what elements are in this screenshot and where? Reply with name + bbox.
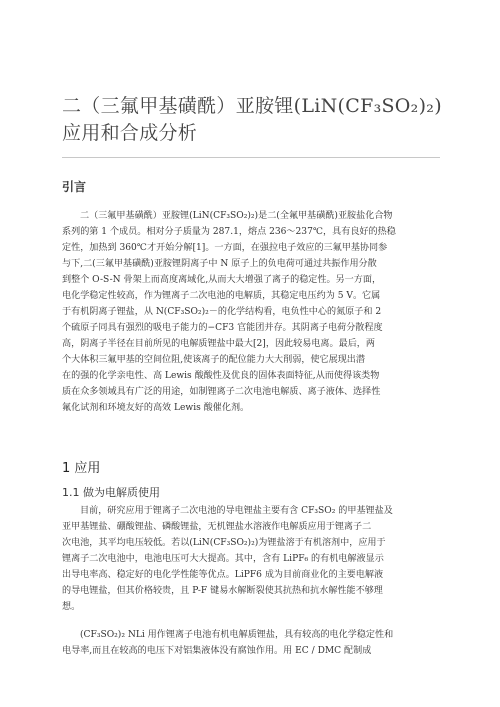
paragraph-line: 系列的第 1 个成员。相对分子质量为 287.1，熔点 236～237℃，具有良好的热稳 xyxy=(62,227,396,237)
paragraph-line: 亚甲基锂盐、硼酸锂盐、磷酸锂盐，无机锂盐水溶液作电解质应用于锂离子二 xyxy=(62,522,372,532)
title-line-2: 应用和合成分析 xyxy=(62,122,198,144)
document-title xyxy=(62,93,452,147)
paragraph-line: 的导电锂盐，但其价格较贵，且 P-F 键易水解断裂使其抗热和抗水解性能不够理 xyxy=(62,586,383,596)
intro-heading: 引言 xyxy=(62,180,87,194)
section-1-heading: 1 应用 xyxy=(62,461,101,476)
paragraph-line: 高，阴离子半径在目前所见的电解质锂盐中最大[2]，因此较易电离。最后，两 xyxy=(62,339,375,349)
paragraph-line: 电化学稳定性较高，作为锂离子二次电池的电解质，其稳定电压约为 5 V。它属 xyxy=(62,291,381,301)
paragraph-line: 到整个 O-S-N 骨架上而高度离域化,从而大大增强了离子的稳定性。另一方面， xyxy=(62,275,382,285)
paragraph-line: 出导电率高、稳定好的电化学性能等优点。LiPF6 成为目前商业化的主要电解液 xyxy=(62,570,384,580)
paragraph-line: 想。 xyxy=(62,602,81,612)
section-1-1-paragraph-1 xyxy=(62,503,440,615)
paragraph-line: (CF₃SO₂)₂ NLi 用作锂离子电池有机电解质锂盐，具有较高的电化学稳定性和 xyxy=(80,630,394,640)
paragraph-line: 锂离子二次电池中，电池电压可大大提高。其中，含有 LiPF₆ 的有机电解液显示 xyxy=(62,554,384,564)
paragraph-line: 个大体积三氟甲基的空间位阻,使该离子的配位能力大大削弱，使它展现出潜 xyxy=(62,355,365,365)
paragraph-line: 目前，研究应用于锂离子二次电池的导电锂盐主要有含 CF₃SO₂ 的甲基锂盐及 xyxy=(80,506,393,516)
paragraph-line: 质在众多领域具有广泛的用途，如制锂离子二次电池电解质、离子液体、选择性 xyxy=(62,387,381,397)
paragraph-line: 氟化试剂和环境友好的高效 Lewis 酸催化剂。 xyxy=(62,403,250,413)
paragraph-line: 电导率,而且在较高的电压下对铝集液体没有腐蚀作用。用 EC / DMC 配制成 xyxy=(62,646,372,656)
paragraph-line: 与下,二(三氟甲基磺酰)亚胺锂阴离子中 N 原子上的负电荷可通过共振作用分散 xyxy=(62,259,377,269)
section-1-1-heading: 1.1 做为电解质使用 xyxy=(62,486,160,499)
title-divider xyxy=(62,157,440,158)
paragraph-line: 二（三氟甲基磺酰）亚胺锂(LiN(CF₃SO₂)₂)是二(全氟甲基磺酰)亚胺盐化合物 xyxy=(80,211,393,221)
section-1-1-paragraph-2 xyxy=(62,627,440,659)
paragraph-line: 次电池，其平均电压较低。若以(LiN(CF₃SO₂)₂)为锂盐溶于有机溶剂中，应用于 xyxy=(62,538,386,548)
paragraph-line: 在的强的化学亲电性、高 Lewis 酸酸性及优良的固体表面特征,从而使得该类物 xyxy=(62,371,380,381)
paragraph-line: 个硫原子同具有强烈的吸电子能力的−CF3 官能团并存。其阴离子电荷分散程度 xyxy=(62,323,383,333)
paragraph-line: 定性，加热到 360℃才开始分解[1]。一方面，在强拉电子效应的三氟甲基协同参 xyxy=(62,243,388,253)
intro-paragraph xyxy=(62,208,440,416)
title-line-1: 二（三氟甲基磺酰）亚胺锂(LiN(CF₃SO₂)₂) xyxy=(62,95,442,117)
paragraph-line: 于有机阴离子锂盐，从 N(CF₃SO₂)₂－的化学结构看，电负性中心的氮原子和 2 xyxy=(62,307,382,317)
